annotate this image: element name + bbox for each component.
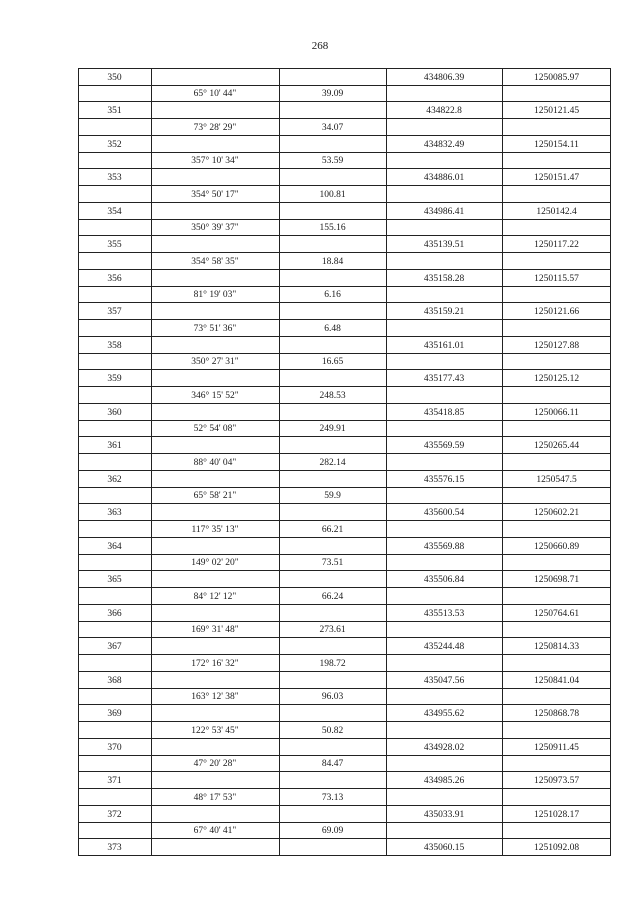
bearing-value: 48° 17' 53" (193, 793, 237, 803)
distance-value: 73.51 (321, 558, 344, 568)
distance-value: 69.09 (321, 826, 344, 836)
easting-value: 1250265.44 (533, 441, 580, 451)
easting-value: 1250121.66 (533, 307, 580, 317)
row-divider (78, 771, 611, 772)
northing-value: 435506.84 (423, 575, 465, 585)
easting-value: 1251028.17 (533, 810, 580, 820)
bearing-value: 149° 02' 20" (191, 558, 239, 568)
row-divider (78, 336, 611, 337)
station-id: 365 (107, 575, 122, 585)
station-id: 359 (107, 374, 122, 384)
northing-value: 435158.28 (423, 274, 465, 284)
column-divider (386, 68, 387, 855)
row-divider (78, 302, 611, 303)
row-divider (78, 152, 611, 153)
distance-value: 248.53 (319, 391, 346, 401)
station-id: 368 (107, 676, 122, 686)
northing-value: 434928.02 (423, 743, 465, 753)
bearing-value: 346° 15' 52" (191, 391, 239, 401)
distance-value: 50.82 (321, 726, 344, 736)
bearing-value: 47° 20' 28" (193, 759, 237, 769)
row-divider (78, 520, 611, 521)
station-id: 371 (107, 776, 122, 786)
row-divider (78, 403, 611, 404)
survey-table (78, 68, 611, 855)
bearing-value: 73° 28' 29" (193, 123, 237, 133)
distance-value: 39.09 (321, 89, 344, 99)
row-divider (78, 202, 611, 203)
bearing-value: 169° 31' 48" (191, 625, 239, 635)
bearing-value: 65° 10' 44" (193, 89, 237, 99)
bearing-value: 52° 54' 08" (193, 424, 237, 434)
easting-value: 1250115.57 (534, 274, 579, 284)
row-divider (78, 453, 611, 454)
northing-value: 435161.01 (423, 341, 465, 351)
northing-value: 434886.01 (423, 173, 465, 183)
row-divider (78, 805, 611, 806)
station-id: 354 (107, 207, 122, 217)
easting-value: 1250121.45 (533, 106, 580, 116)
column-divider (502, 68, 503, 855)
row-divider (78, 353, 611, 354)
row-divider (78, 503, 611, 504)
station-id: 351 (107, 106, 122, 116)
northing-value: 434822.8 (426, 106, 462, 116)
station-id: 355 (107, 240, 122, 250)
bearing-value: 354° 58' 35" (191, 257, 239, 267)
easting-value: 1250085.97 (533, 73, 580, 83)
northing-value: 435418.85 (423, 408, 465, 418)
station-id: 361 (107, 441, 122, 451)
row-divider (78, 219, 611, 220)
northing-value: 434955.62 (423, 709, 465, 719)
station-id: 370 (107, 743, 122, 753)
row-divider (78, 688, 611, 689)
row-divider (78, 704, 611, 705)
row-divider (78, 420, 611, 421)
northing-value: 435513.53 (423, 609, 465, 619)
bearing-value: 163° 12' 38" (191, 692, 239, 702)
row-divider (78, 436, 611, 437)
column-divider (610, 68, 611, 855)
northing-value: 434985.26 (423, 776, 465, 786)
row-divider (78, 537, 611, 538)
distance-value: 66.24 (321, 592, 344, 602)
northing-value: 435139.51 (423, 240, 465, 250)
row-divider (78, 721, 611, 722)
row-divider (78, 286, 611, 287)
row-divider (78, 621, 611, 622)
row-divider (78, 570, 611, 571)
row-divider (78, 671, 611, 672)
northing-value: 434832.49 (423, 140, 465, 150)
row-divider (78, 654, 611, 655)
row-divider (78, 587, 611, 588)
easting-value: 1250125.12 (533, 374, 580, 384)
northing-value: 435033.91 (423, 810, 465, 820)
row-divider (78, 738, 611, 739)
bearing-value: 65° 58' 21" (193, 491, 237, 501)
row-divider (78, 822, 611, 823)
distance-value: 53.59 (321, 156, 344, 166)
bearing-value: 117° 35' 13" (191, 525, 239, 535)
easting-value: 1250154.11 (534, 140, 579, 150)
row-divider (78, 101, 611, 102)
distance-value: 6.48 (324, 324, 341, 334)
easting-value: 1250117.22 (534, 240, 579, 250)
station-id: 350 (107, 73, 122, 83)
northing-value: 435569.59 (423, 441, 465, 451)
bearing-value: 350° 27' 31" (191, 357, 239, 367)
row-divider (78, 487, 611, 488)
easting-value: 1250868.78 (533, 709, 580, 719)
distance-value: 18.84 (321, 257, 344, 267)
station-id: 352 (107, 140, 122, 150)
row-divider (78, 118, 611, 119)
row-divider (78, 319, 611, 320)
distance-value: 66.21 (321, 525, 344, 535)
row-divider (78, 755, 611, 756)
row-divider (78, 85, 611, 86)
easting-value: 1250127.88 (533, 341, 580, 351)
easting-value: 1250841.04 (533, 676, 580, 686)
row-divider (78, 554, 611, 555)
station-id: 358 (107, 341, 122, 351)
station-id: 353 (107, 173, 122, 183)
northing-value: 435576.15 (423, 475, 465, 485)
bearing-value: 350° 39' 37" (191, 223, 239, 233)
station-id: 366 (107, 609, 122, 619)
row-divider (78, 788, 611, 789)
easting-value: 1250142.4 (536, 207, 577, 217)
station-id: 364 (107, 542, 122, 552)
distance-value: 16.65 (321, 357, 344, 367)
station-id: 363 (107, 508, 122, 518)
station-id: 356 (107, 274, 122, 284)
bearing-value: 357° 10' 34" (191, 156, 239, 166)
northing-value: 435600.54 (423, 508, 465, 518)
row-divider (78, 369, 611, 370)
row-divider (78, 269, 611, 270)
station-id: 360 (107, 408, 122, 418)
distance-value: 84.47 (321, 759, 344, 769)
station-id: 373 (107, 843, 122, 853)
row-divider (78, 68, 611, 69)
station-id: 357 (107, 307, 122, 317)
bearing-value: 73° 51' 36" (193, 324, 237, 334)
distance-value: 96.03 (321, 692, 344, 702)
northing-value: 435060.15 (423, 843, 465, 853)
distance-value: 273.61 (319, 625, 346, 635)
easting-value: 1250973.57 (533, 776, 580, 786)
bearing-value: 67° 40' 41" (193, 826, 237, 836)
station-id: 367 (107, 642, 122, 652)
easting-value: 1250911.45 (534, 743, 579, 753)
bearing-value: 354° 50' 17" (191, 190, 239, 200)
distance-value: 198.72 (319, 659, 346, 669)
station-id: 362 (107, 475, 122, 485)
row-divider (78, 252, 611, 253)
station-id: 369 (107, 709, 122, 719)
northing-value: 435244.48 (423, 642, 465, 652)
row-divider (78, 386, 611, 387)
row-divider (78, 168, 611, 169)
station-id: 372 (107, 810, 122, 820)
distance-value: 59.9 (324, 491, 341, 501)
row-divider (78, 637, 611, 638)
bearing-value: 172° 16' 32" (191, 659, 239, 669)
northing-value: 435177.43 (423, 374, 465, 384)
distance-value: 282.14 (319, 458, 346, 468)
row-divider (78, 470, 611, 471)
column-divider (78, 68, 79, 855)
easting-value: 1250814.33 (533, 642, 580, 652)
easting-value: 1250547.5 (536, 475, 577, 485)
distance-value: 34.07 (321, 123, 344, 133)
northing-value: 435047.56 (423, 676, 465, 686)
northing-value: 435159.21 (423, 307, 465, 317)
northing-value: 435569.88 (423, 542, 465, 552)
row-divider (78, 604, 611, 605)
easting-value: 1250602.21 (533, 508, 580, 518)
distance-value: 155.16 (319, 223, 346, 233)
page-number: 268 (311, 40, 329, 52)
northing-value: 434986.41 (423, 207, 465, 217)
row-divider (78, 185, 611, 186)
row-divider (78, 235, 611, 236)
row-divider (78, 135, 611, 136)
distance-value: 6.16 (324, 290, 341, 300)
easting-value: 1250066.11 (534, 408, 579, 418)
distance-value: 249.91 (319, 424, 346, 434)
bearing-value: 84° 12' 12" (193, 592, 237, 602)
easting-value: 1250151.47 (533, 173, 580, 183)
bearing-value: 88° 40' 04" (193, 458, 237, 468)
row-divider (78, 855, 611, 856)
bearing-value: 81° 19' 03" (193, 290, 237, 300)
row-divider (78, 838, 611, 839)
distance-value: 73.13 (321, 793, 344, 803)
distance-value: 100.81 (319, 190, 346, 200)
easting-value: 1250698.71 (533, 575, 580, 585)
easting-value: 1250660.89 (533, 542, 580, 552)
northing-value: 434806.39 (423, 73, 465, 83)
bearing-value: 122° 53' 45" (191, 726, 239, 736)
easting-value: 1250764.61 (533, 609, 580, 619)
easting-value: 1251092.08 (533, 843, 580, 853)
